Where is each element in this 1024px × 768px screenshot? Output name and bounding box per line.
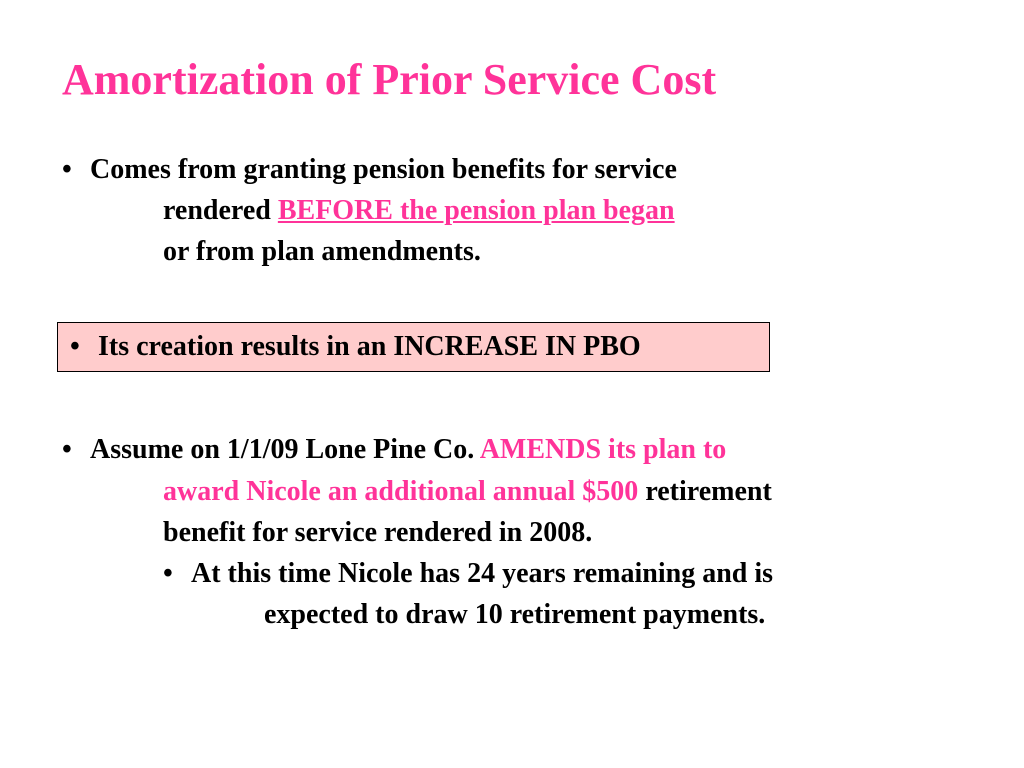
point1-highlight: BEFORE the pension plan began: [277, 195, 675, 226]
point3-highlight-1: AMENDS its plan to: [479, 434, 727, 465]
point3-line1: [62, 430, 726, 470]
bullet-icon: •: [70, 331, 80, 362]
point2-text: Its creation results in an INCREASE IN PBO: [98, 331, 641, 362]
point3-line2: [163, 472, 772, 512]
point3-sub-line1: [163, 554, 773, 594]
point3-text-2: retirement: [638, 476, 772, 507]
point1-line1: [62, 150, 677, 190]
point3-text-1: Assume on 1/1/09 Lone Pine Co.: [90, 434, 480, 465]
bullet-icon: •: [62, 154, 72, 185]
point1-text-1: Comes from granting pension benefits for service: [90, 154, 677, 185]
bullet-icon: •: [62, 434, 72, 465]
point1-text-2: rendered: [163, 195, 278, 226]
point3-text-3: benefit for service rendered in 2008.: [163, 517, 593, 548]
bullet-icon: •: [163, 558, 173, 589]
point1-line2: [163, 191, 675, 231]
point3-sub-text-2: expected to draw 10 retirement payments.: [264, 599, 766, 630]
point3-line3: [163, 513, 592, 553]
point3-sub-text-1: At this time Nicole has 24 years remaining and is: [191, 558, 774, 589]
highlight-box: [57, 322, 770, 372]
point1-line3: [163, 232, 481, 272]
point3-sub-line2: [264, 595, 765, 635]
slide-title: Amortization of Prior Service Cost: [62, 55, 717, 104]
point2-line: [70, 327, 641, 367]
point1-text-3: or from plan amendments.: [163, 236, 481, 267]
point3-highlight-2: award Nicole an additional annual $500: [163, 476, 639, 507]
